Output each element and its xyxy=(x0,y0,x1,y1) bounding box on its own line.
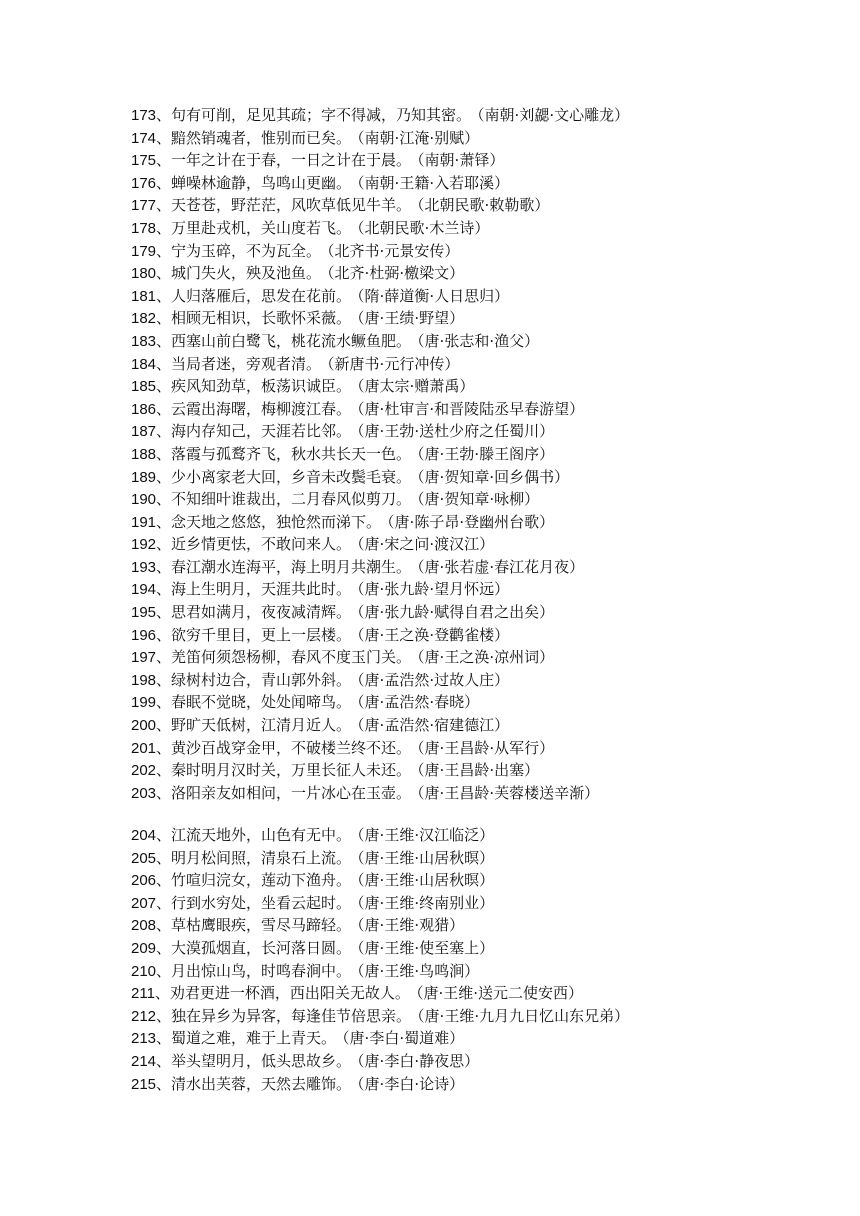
quote-text: 、劝君更进一杯酒，西出阳关无故人。 xyxy=(154,984,410,1003)
quote-source: （唐·张若虚·春江花月夜） xyxy=(417,557,585,576)
quote-entry xyxy=(131,578,851,601)
entry-number: 197 xyxy=(131,649,157,667)
entry-number: 195 xyxy=(131,604,157,622)
entry-number: 178 xyxy=(131,219,157,237)
quote-entry xyxy=(131,624,851,647)
quote-text: 、行到水穷处，坐看云起时。 xyxy=(156,893,352,912)
quote-text: 、云霞出海曙，梅柳渡江春。 xyxy=(156,399,352,418)
entry-number: 177 xyxy=(131,197,157,215)
quote-text: 、竹喧归浣女，莲动下渔舟。 xyxy=(156,871,352,890)
quote-entry xyxy=(131,511,851,534)
quote-text: 、句有可削，足见其疏；字不得减，乃知其密。 xyxy=(156,106,472,124)
entry-number: 200 xyxy=(131,717,157,735)
quote-text: 、念天地之悠悠，独怆然而涕下。 xyxy=(156,512,382,531)
quote-source: （唐·王之涣·凉州词） xyxy=(417,648,555,667)
quote-entry xyxy=(131,869,851,892)
entry-number: 187 xyxy=(131,423,157,441)
quote-source: （北齐书·元景安传） xyxy=(327,241,460,260)
quote-text: 、欲穷千里目，更上一层楼。 xyxy=(156,625,352,644)
entry-number: 199 xyxy=(131,694,157,712)
quote-entry xyxy=(131,307,851,330)
quote-entry xyxy=(131,420,851,443)
quote-text: 、不知细叶谁裁出，二月春风似剪刀。 xyxy=(156,490,412,509)
quote-source: （唐·王维·山居秋暝） xyxy=(357,848,495,867)
quote-text: 、大漠孤烟直，长河落日圆。 xyxy=(156,938,352,957)
quote-source: （唐·孟浩然·过故人庄） xyxy=(357,670,510,689)
quote-entry xyxy=(131,1027,851,1050)
quote-entry xyxy=(131,127,851,150)
quote-entry xyxy=(131,892,851,915)
quote-entry xyxy=(131,556,851,579)
quote-source: （唐·王维·送元二使安西） xyxy=(415,984,583,1003)
entry-number: 207 xyxy=(131,894,157,912)
quote-text: 、江流天地外，山色有无中。 xyxy=(156,826,352,844)
quote-text: 、相顾无相识，长歌怀采薇。 xyxy=(156,309,352,328)
quote-text: 、蝉噪林逾静，鸟鸣山更幽。 xyxy=(156,173,352,192)
quote-entry xyxy=(131,847,851,870)
quote-entry xyxy=(131,466,851,489)
entry-number: 179 xyxy=(131,242,157,260)
quote-text: 、洛阳亲友如相问，一片冰心在玉壶。 xyxy=(156,783,412,802)
quote-entry xyxy=(131,982,851,1005)
quote-source: （唐·王维·九月九日忆山东兄弟） xyxy=(417,1006,630,1025)
quote-entry xyxy=(131,960,851,983)
quote-entry xyxy=(131,375,851,398)
quote-entry xyxy=(131,937,851,960)
entry-number: 201 xyxy=(131,739,157,757)
entry-number: 175 xyxy=(131,152,157,170)
entry-number: 174 xyxy=(131,129,157,147)
quote-entry xyxy=(131,149,851,172)
quote-entry xyxy=(131,104,851,127)
quote-source: （唐·孟浩然·宿建德江） xyxy=(357,716,510,735)
entry-number: 210 xyxy=(131,962,157,980)
quote-text: 、海上生明月，天涯共此时。 xyxy=(156,580,352,599)
quote-text: 、疾风知劲草，板荡识诚臣。 xyxy=(156,377,352,396)
entry-number: 182 xyxy=(131,310,157,328)
entry-number: 206 xyxy=(131,872,157,890)
quote-text: 、秦时明月汉时关，万里长征人未还。 xyxy=(156,761,412,780)
entry-number: 198 xyxy=(131,671,157,689)
quote-text: 、野旷天低树，江清月近人。 xyxy=(156,716,352,735)
entry-number: 215 xyxy=(131,1075,157,1093)
quote-text: 、蜀道之难，难于上青天。 xyxy=(156,1029,337,1048)
quote-text: 、少小离家老大回，乡音未改鬓毛衰。 xyxy=(156,467,412,486)
quote-text: 、城门失火，殃及池鱼。 xyxy=(156,264,322,283)
quote-text: 、独在异乡为异客，每逢佳节倍思亲。 xyxy=(156,1006,412,1025)
quote-source: （唐·张九龄·望月怀远） xyxy=(357,580,510,599)
quote-source: （唐·王勃·滕王阁序） xyxy=(417,444,555,463)
quote-entry xyxy=(131,691,851,714)
quote-source: （新唐书·元行冲传） xyxy=(327,354,460,373)
quote-text: 、海内存知己，天涯若比邻。 xyxy=(156,422,352,441)
entry-number: 192 xyxy=(131,536,157,554)
quote-source: （唐·王绩·野望） xyxy=(357,309,465,328)
entry-number: 181 xyxy=(131,287,157,305)
quote-text: 、思君如满月，夜夜减清辉。 xyxy=(156,603,352,622)
quote-text: 、羌笛何须怨杨柳，春风不度玉门关。 xyxy=(156,648,412,667)
quote-source: （唐·王之涣·登鹳雀楼） xyxy=(357,625,510,644)
quote-source: （唐·王维·山居秋暝） xyxy=(357,871,495,890)
quote-entry xyxy=(131,914,851,937)
quote-entry xyxy=(131,240,851,263)
quote-entry xyxy=(131,488,851,511)
quote-text: 、黯然销魂者，惟别而已矣。 xyxy=(156,128,352,147)
entry-number: 173 xyxy=(131,107,157,124)
entry-number: 176 xyxy=(131,174,157,192)
quote-text: 、黄沙百战穿金甲，不破楼兰终不还。 xyxy=(156,738,412,757)
quote-source: （唐·李白·论诗） xyxy=(357,1074,465,1093)
entry-number: 193 xyxy=(131,558,157,576)
entry-number: 202 xyxy=(131,762,157,780)
quote-source: （唐太宗·赠萧禹） xyxy=(357,377,475,396)
quote-source: （唐·王维·终南别业） xyxy=(357,893,495,912)
quote-text: 、清水出芙蓉，天然去雕饰。 xyxy=(156,1074,352,1093)
quote-source: （唐·王维·使至塞上） xyxy=(357,938,495,957)
quote-text: 、月出惊山鸟，时鸣春涧中。 xyxy=(156,961,352,980)
quote-entry xyxy=(131,443,851,466)
quote-entry xyxy=(131,330,851,353)
quote-source: （北朝民歌·敕勒歌） xyxy=(417,196,550,215)
quote-source: （唐·李白·静夜思） xyxy=(357,1051,480,1070)
entry-number: 208 xyxy=(131,917,157,935)
quote-text: 、一年之计在于春，一日之计在于晨。 xyxy=(156,151,412,170)
quote-entry xyxy=(131,172,851,195)
entry-number: 183 xyxy=(131,332,157,350)
quote-text: 、万里赴戎机，关山度若飞。 xyxy=(156,218,352,237)
quote-entry xyxy=(131,714,851,737)
quote-text: 、宁为玉碎，不为瓦全。 xyxy=(156,241,322,260)
quote-source: （唐·贺知章·回乡偶书） xyxy=(417,467,570,486)
quote-text: 、西塞山前白鹭飞，桃花流水鳜鱼肥。 xyxy=(156,331,412,350)
quote-entry xyxy=(131,601,851,624)
entry-number: 180 xyxy=(131,265,157,283)
quote-source: （唐·王昌龄·从军行） xyxy=(417,738,555,757)
quote-source: （北朝民歌·木兰诗） xyxy=(357,218,490,237)
quote-entry xyxy=(131,1073,851,1096)
quote-source: （唐·宋之问·渡汉江） xyxy=(357,535,495,554)
quote-entry xyxy=(131,669,851,692)
entry-number: 196 xyxy=(131,626,157,644)
quote-source: （南朝·江淹·别赋） xyxy=(357,128,480,147)
quote-text: 、落霞与孤鹜齐飞，秋水共长天一色。 xyxy=(156,444,412,463)
quote-list-part1 xyxy=(131,104,851,804)
entry-number: 194 xyxy=(131,581,157,599)
entry-number: 213 xyxy=(131,1030,157,1048)
entry-number: 203 xyxy=(131,784,157,802)
quote-text: 、草枯鹰眼疾，雪尽马蹄轻。 xyxy=(156,916,352,935)
quote-source: （唐·杜审言·和晋陵陆丞早春游望） xyxy=(357,399,585,418)
quote-source: （唐·张志和·渔父） xyxy=(417,331,540,350)
quote-entry xyxy=(131,533,851,556)
entry-number: 214 xyxy=(131,1052,157,1070)
entry-number: 185 xyxy=(131,378,157,396)
quote-source: （唐·王维·汉江临泛） xyxy=(357,826,495,844)
quote-entry xyxy=(131,759,851,782)
entry-number: 188 xyxy=(131,445,157,463)
quote-source: （南朝·刘勰·文心雕龙） xyxy=(477,106,630,124)
quote-source: （唐·李白·蜀道难） xyxy=(342,1029,465,1048)
quote-entry xyxy=(131,824,851,847)
entry-number: 209 xyxy=(131,939,157,957)
quote-entry xyxy=(131,782,851,805)
quote-source: （唐·王勃·送杜少府之任蜀川） xyxy=(357,422,555,441)
quote-text: 、春江潮水连海平，海上明月共潮生。 xyxy=(156,557,412,576)
quote-source: （唐·张九龄·赋得自君之出矣） xyxy=(357,603,555,622)
entry-number: 191 xyxy=(131,513,157,531)
quote-source: （唐·王维·鸟鸣涧） xyxy=(357,961,480,980)
quote-source: （唐·王昌龄·出塞） xyxy=(417,761,540,780)
quote-entry xyxy=(131,1005,851,1028)
quote-source: （唐·陈子昂·登幽州台歌） xyxy=(387,512,555,531)
quote-text: 、春眠不觉晓，处处闻啼鸟。 xyxy=(156,693,352,712)
quote-entry xyxy=(131,262,851,285)
quote-entry xyxy=(131,646,851,669)
quote-entry xyxy=(131,1050,851,1073)
quote-text: 、明月松间照，清泉石上流。 xyxy=(156,848,352,867)
quote-entry xyxy=(131,398,851,421)
entry-number: 211 xyxy=(131,985,155,1003)
entry-number: 212 xyxy=(131,1007,157,1025)
quote-entry xyxy=(131,285,851,308)
quote-source: （唐·王维·观猎） xyxy=(357,916,465,935)
quote-text: 、举头望明月，低头思故乡。 xyxy=(156,1051,352,1070)
quote-source: （隋·薛道衡·人日思归） xyxy=(357,286,510,305)
quote-source: （南朝·萧铎） xyxy=(417,151,505,170)
entry-number: 189 xyxy=(131,468,157,486)
quote-entry xyxy=(131,353,851,376)
quote-source: （南朝·王籍·入若耶溪） xyxy=(357,173,510,192)
entry-number: 186 xyxy=(131,400,157,418)
quote-list-part2 xyxy=(131,824,851,1095)
entry-number: 190 xyxy=(131,491,157,509)
quote-text: 、天苍苍，野茫茫，风吹草低见牛羊。 xyxy=(156,196,412,215)
quote-text: 、当局者迷，旁观者清。 xyxy=(156,354,322,373)
quote-entry xyxy=(131,737,851,760)
entry-number: 184 xyxy=(131,355,157,373)
quote-text: 、人归落雁后，思发在花前。 xyxy=(156,286,352,305)
quote-text: 、绿树村边合，青山郭外斜。 xyxy=(156,670,352,689)
entry-number: 205 xyxy=(131,849,157,867)
quote-text: 、近乡情更怯，不敢问来人。 xyxy=(156,535,352,554)
quote-entry xyxy=(131,217,851,240)
quote-source: （唐·王昌龄·芙蓉楼送辛渐） xyxy=(417,783,600,802)
quote-entry xyxy=(131,194,851,217)
entry-number: 204 xyxy=(131,827,157,844)
quote-source: （唐·孟浩然·春晓） xyxy=(357,693,480,712)
quote-source: （唐·贺知章·咏柳） xyxy=(417,490,540,509)
quote-source: （北齐·杜弼·檄梁文） xyxy=(327,264,465,283)
